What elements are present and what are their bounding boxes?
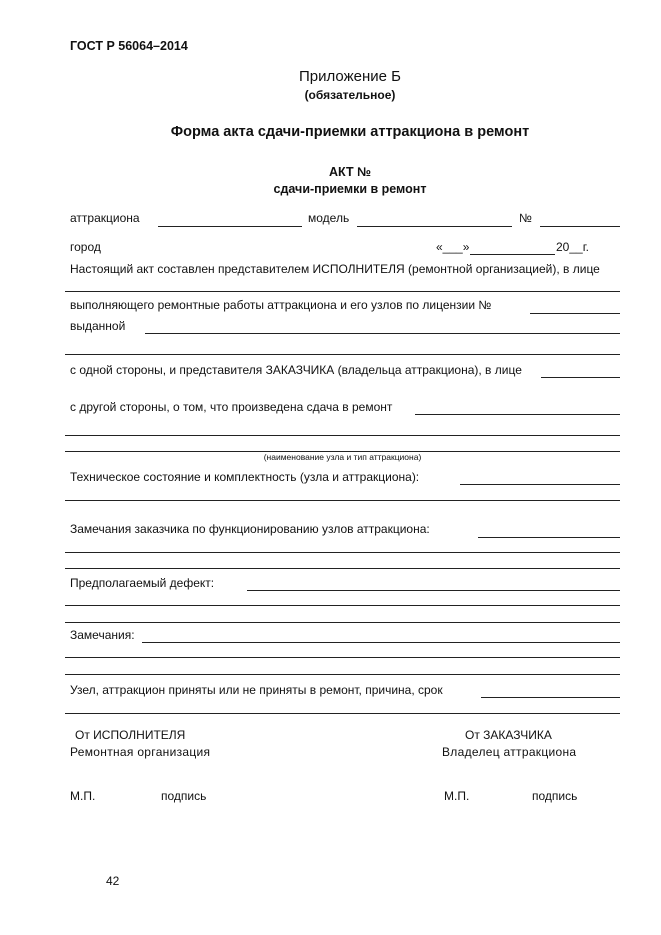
customer-remarks-label: Замечания заказчика по функционированию узлов аттракциона: [70,522,430,536]
issued-label: выданной [70,319,126,333]
license-number-field[interactable] [530,313,620,314]
number-label: № [519,211,532,225]
accepted-field[interactable] [481,697,620,698]
attraction-field[interactable] [158,226,302,227]
customer-remarks-field[interactable] [478,537,620,538]
node-caption: (наименование узла и тип аттракциона) [263,452,422,462]
city-label: город [70,240,101,254]
page-number: 42 [106,874,120,888]
remarks-field[interactable] [142,642,620,643]
intro-text: Настоящий акт составлен представителем ИСПОЛНИТЕЛЯ (ремонтной организацией), в лице [70,262,600,276]
appendix-title: Приложение Б [299,68,401,85]
contractor-org: Ремонтная организация [70,745,211,759]
contractor-stamp: М.П. [70,789,96,803]
accepted-line2[interactable] [65,713,620,714]
tech-state-label: Техническое состояние и комплектность (узла и аттракциона): [70,470,420,484]
model-label: модель [308,211,350,225]
defect-line2[interactable] [65,605,620,606]
other-side-text: с другой стороны, о том, что произведена сдача в ремонт [70,400,393,414]
from-contractor: От ИСПОЛНИТЕЛЯ [75,728,186,742]
representative-field[interactable] [65,291,620,292]
date-month-field[interactable] [470,254,555,255]
date-day: «___» [436,240,470,254]
customer-stamp: М.П. [444,789,470,803]
defect-label: Предполагаемый дефект: [70,576,215,590]
contractor-signature: подпись [161,789,207,803]
performing-text: выполняющего ремонтные работы аттракциона и его узлов по лицензии № [70,298,492,312]
remarks-line2[interactable] [65,657,620,658]
repair-object-line2[interactable] [65,435,620,436]
customer-remarks-line2[interactable] [65,552,620,553]
date-year: 20__г. [556,240,589,254]
one-side-text: с одной стороны, и представителя ЗАКАЗЧИКА (владельца аттракциона), в лице [70,363,522,377]
repair-object-field[interactable] [415,414,620,415]
tech-state-line2[interactable] [65,500,620,501]
act-title: АКТ № [328,165,371,179]
standard-code: ГОСТ Р 56064–2014 [70,39,188,53]
appendix-status: (обязательное) [304,88,396,102]
defect-field[interactable] [247,590,620,591]
form-title: Форма акта сдачи-приемки аттракциона в ремонт [170,124,530,140]
attraction-label: аттракциона [70,211,140,225]
act-subtitle: сдачи-приемки в ремонт [273,182,427,196]
issued-field[interactable] [145,333,620,334]
customer-org: Владелец аттракциона [442,745,577,759]
model-field[interactable] [357,226,512,227]
number-field[interactable] [540,226,620,227]
tech-state-field[interactable] [460,484,620,485]
customer-representative-field[interactable] [541,377,620,378]
accepted-label: Узел, аттракцион приняты или не приняты в ремонт, причина, срок [70,683,443,697]
remarks-label: Замечания: [70,628,135,642]
defect-line3[interactable] [65,622,620,623]
customer-remarks-line3[interactable] [65,568,620,569]
issued-field-line2[interactable] [65,354,620,355]
remarks-line3[interactable] [65,674,620,675]
from-customer: От ЗАКАЗЧИКА [465,728,552,742]
customer-signature: подпись [532,789,578,803]
